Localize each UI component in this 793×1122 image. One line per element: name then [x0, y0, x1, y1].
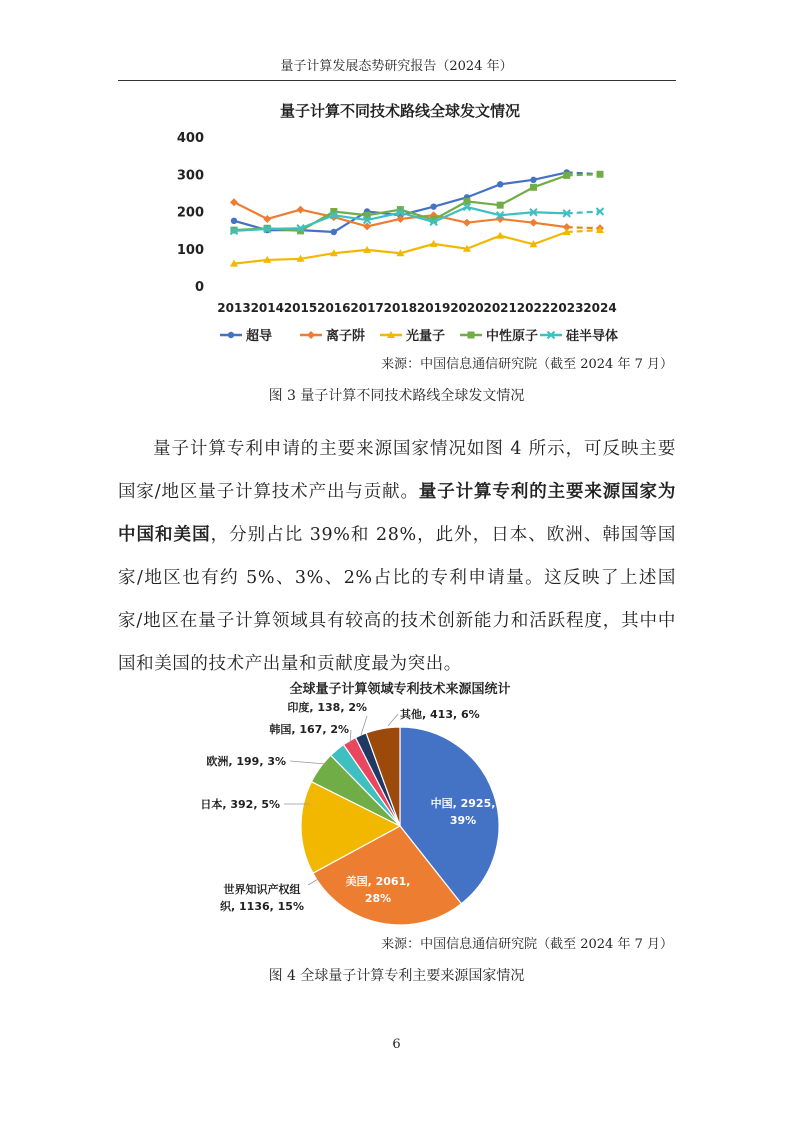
- leader-line: [388, 714, 398, 726]
- x-tick-label: 2023: [550, 301, 584, 315]
- series-projection: [567, 174, 600, 175]
- y-tick-label: 200: [176, 205, 204, 221]
- line-chart-publications: [170, 92, 630, 352]
- legend-marker: [468, 332, 475, 339]
- x-tick-label: 2024: [583, 301, 617, 315]
- data-point: [563, 172, 570, 179]
- paragraph-bold: 量子计算专利的主要来源国家为中国和美国: [118, 482, 676, 545]
- data-point: [496, 232, 504, 239]
- data-point: [497, 181, 503, 187]
- pie-label-line2: 28%: [364, 892, 392, 905]
- legend-label: 光量子: [406, 329, 446, 344]
- figure3-caption: 图 3 量子计算不同技术路线全球发文情况: [268, 388, 525, 404]
- pie-chart-patent-sources: [200, 672, 600, 932]
- header-rule: [118, 80, 676, 81]
- leader-line: [361, 716, 367, 735]
- projected-point: [597, 171, 604, 178]
- legend-label: 离子阱: [326, 329, 366, 344]
- series-projection: [567, 230, 600, 232]
- series-projection: [567, 212, 600, 214]
- pie-label: 日本, 392, 5%: [200, 798, 280, 811]
- y-tick-label: 300: [176, 168, 204, 184]
- data-point: [463, 219, 471, 227]
- figure4-source: 来源：中国信息通信研究院（截至 2024 年 7 月）: [381, 937, 673, 952]
- series-line: [234, 172, 567, 232]
- series-projection: [567, 227, 600, 228]
- series-projection: [567, 172, 600, 174]
- pie-label-line2: 织, 1136, 15%: [220, 900, 304, 913]
- pie-label: 印度, 138, 2%: [287, 701, 367, 714]
- x-tick-label: 2016: [317, 301, 351, 315]
- pie-label: 欧洲, 199, 3%: [206, 755, 286, 768]
- paragraph-text-1: 量子计算专利申请的主要来源国家情况如图 4 所示，可反映主要国家/地区量子计算技术产出与贡献。: [118, 439, 676, 502]
- legend-marker: [307, 331, 315, 339]
- leader-line: [290, 761, 326, 764]
- pie-label: 美国, 2061,: [345, 875, 411, 888]
- chart2-title: 全球量子计算领域专利技术来源国统计: [289, 682, 511, 697]
- chart1-title: 量子计算不同技术路线全球发文情况: [279, 102, 521, 120]
- x-tick-label: 2014: [250, 301, 284, 315]
- y-tick-label: 400: [176, 131, 204, 146]
- pie-label: 中国, 2925,: [430, 797, 496, 810]
- legend-label: 硅半导体: [566, 329, 619, 344]
- data-point: [530, 177, 536, 183]
- series-line: [234, 232, 567, 264]
- data-point: [529, 219, 537, 227]
- x-tick-label: 2019: [416, 301, 451, 315]
- body-paragraph: [118, 428, 676, 686]
- x-tick-label: 2020: [450, 301, 484, 315]
- data-point: [297, 206, 305, 214]
- data-point: [230, 198, 238, 206]
- pie-label: 其他, 413, 6%: [400, 708, 480, 721]
- x-tick-label: 2015: [283, 301, 318, 315]
- legend-label: 超导: [246, 329, 273, 344]
- legend-marker: [228, 332, 234, 338]
- x-tick-label: 2022: [516, 301, 551, 315]
- data-point: [430, 203, 436, 209]
- running-header: 量子计算发展态势研究报告（2024 年）: [280, 59, 513, 74]
- x-tick-label: 2021: [483, 301, 517, 315]
- x-tick-label: 2018: [383, 301, 418, 315]
- data-point: [497, 202, 504, 209]
- pie-label-line2: 39%: [449, 814, 477, 827]
- paragraph-text-2: ，分别占比 39%和 28%，此外，日本、欧洲、韩国等国家/地区也有约 5%、3%、2%占比的专利申请量。这反映了上述国家/地区在量子计算领域具有较高的技术创新能力和活跃程度，其中中国和美国的技术产出量和贡献度最为突出。: [118, 525, 677, 674]
- pie-label: 世界知识产权组: [223, 883, 301, 896]
- page-number: 6: [392, 1037, 401, 1052]
- data-point: [530, 184, 537, 191]
- pie-label: 韩国, 167, 2%: [269, 723, 349, 736]
- series-2: [230, 226, 604, 267]
- figure4-caption: 图 4 全球量子计算专利主要来源国家情况: [268, 968, 525, 984]
- figure3-source: 来源：中国信息通信研究院（截至 2024 年 7 月）: [381, 357, 673, 372]
- data-point: [231, 218, 237, 224]
- x-tick-label: 2017: [350, 301, 384, 315]
- y-tick-label: 100: [176, 242, 204, 258]
- legend-label: 中性原子: [486, 329, 539, 344]
- data-point: [263, 215, 271, 223]
- y-tick-label: 0: [194, 280, 204, 295]
- data-point: [331, 229, 337, 235]
- x-tick-label: 2013: [217, 301, 251, 315]
